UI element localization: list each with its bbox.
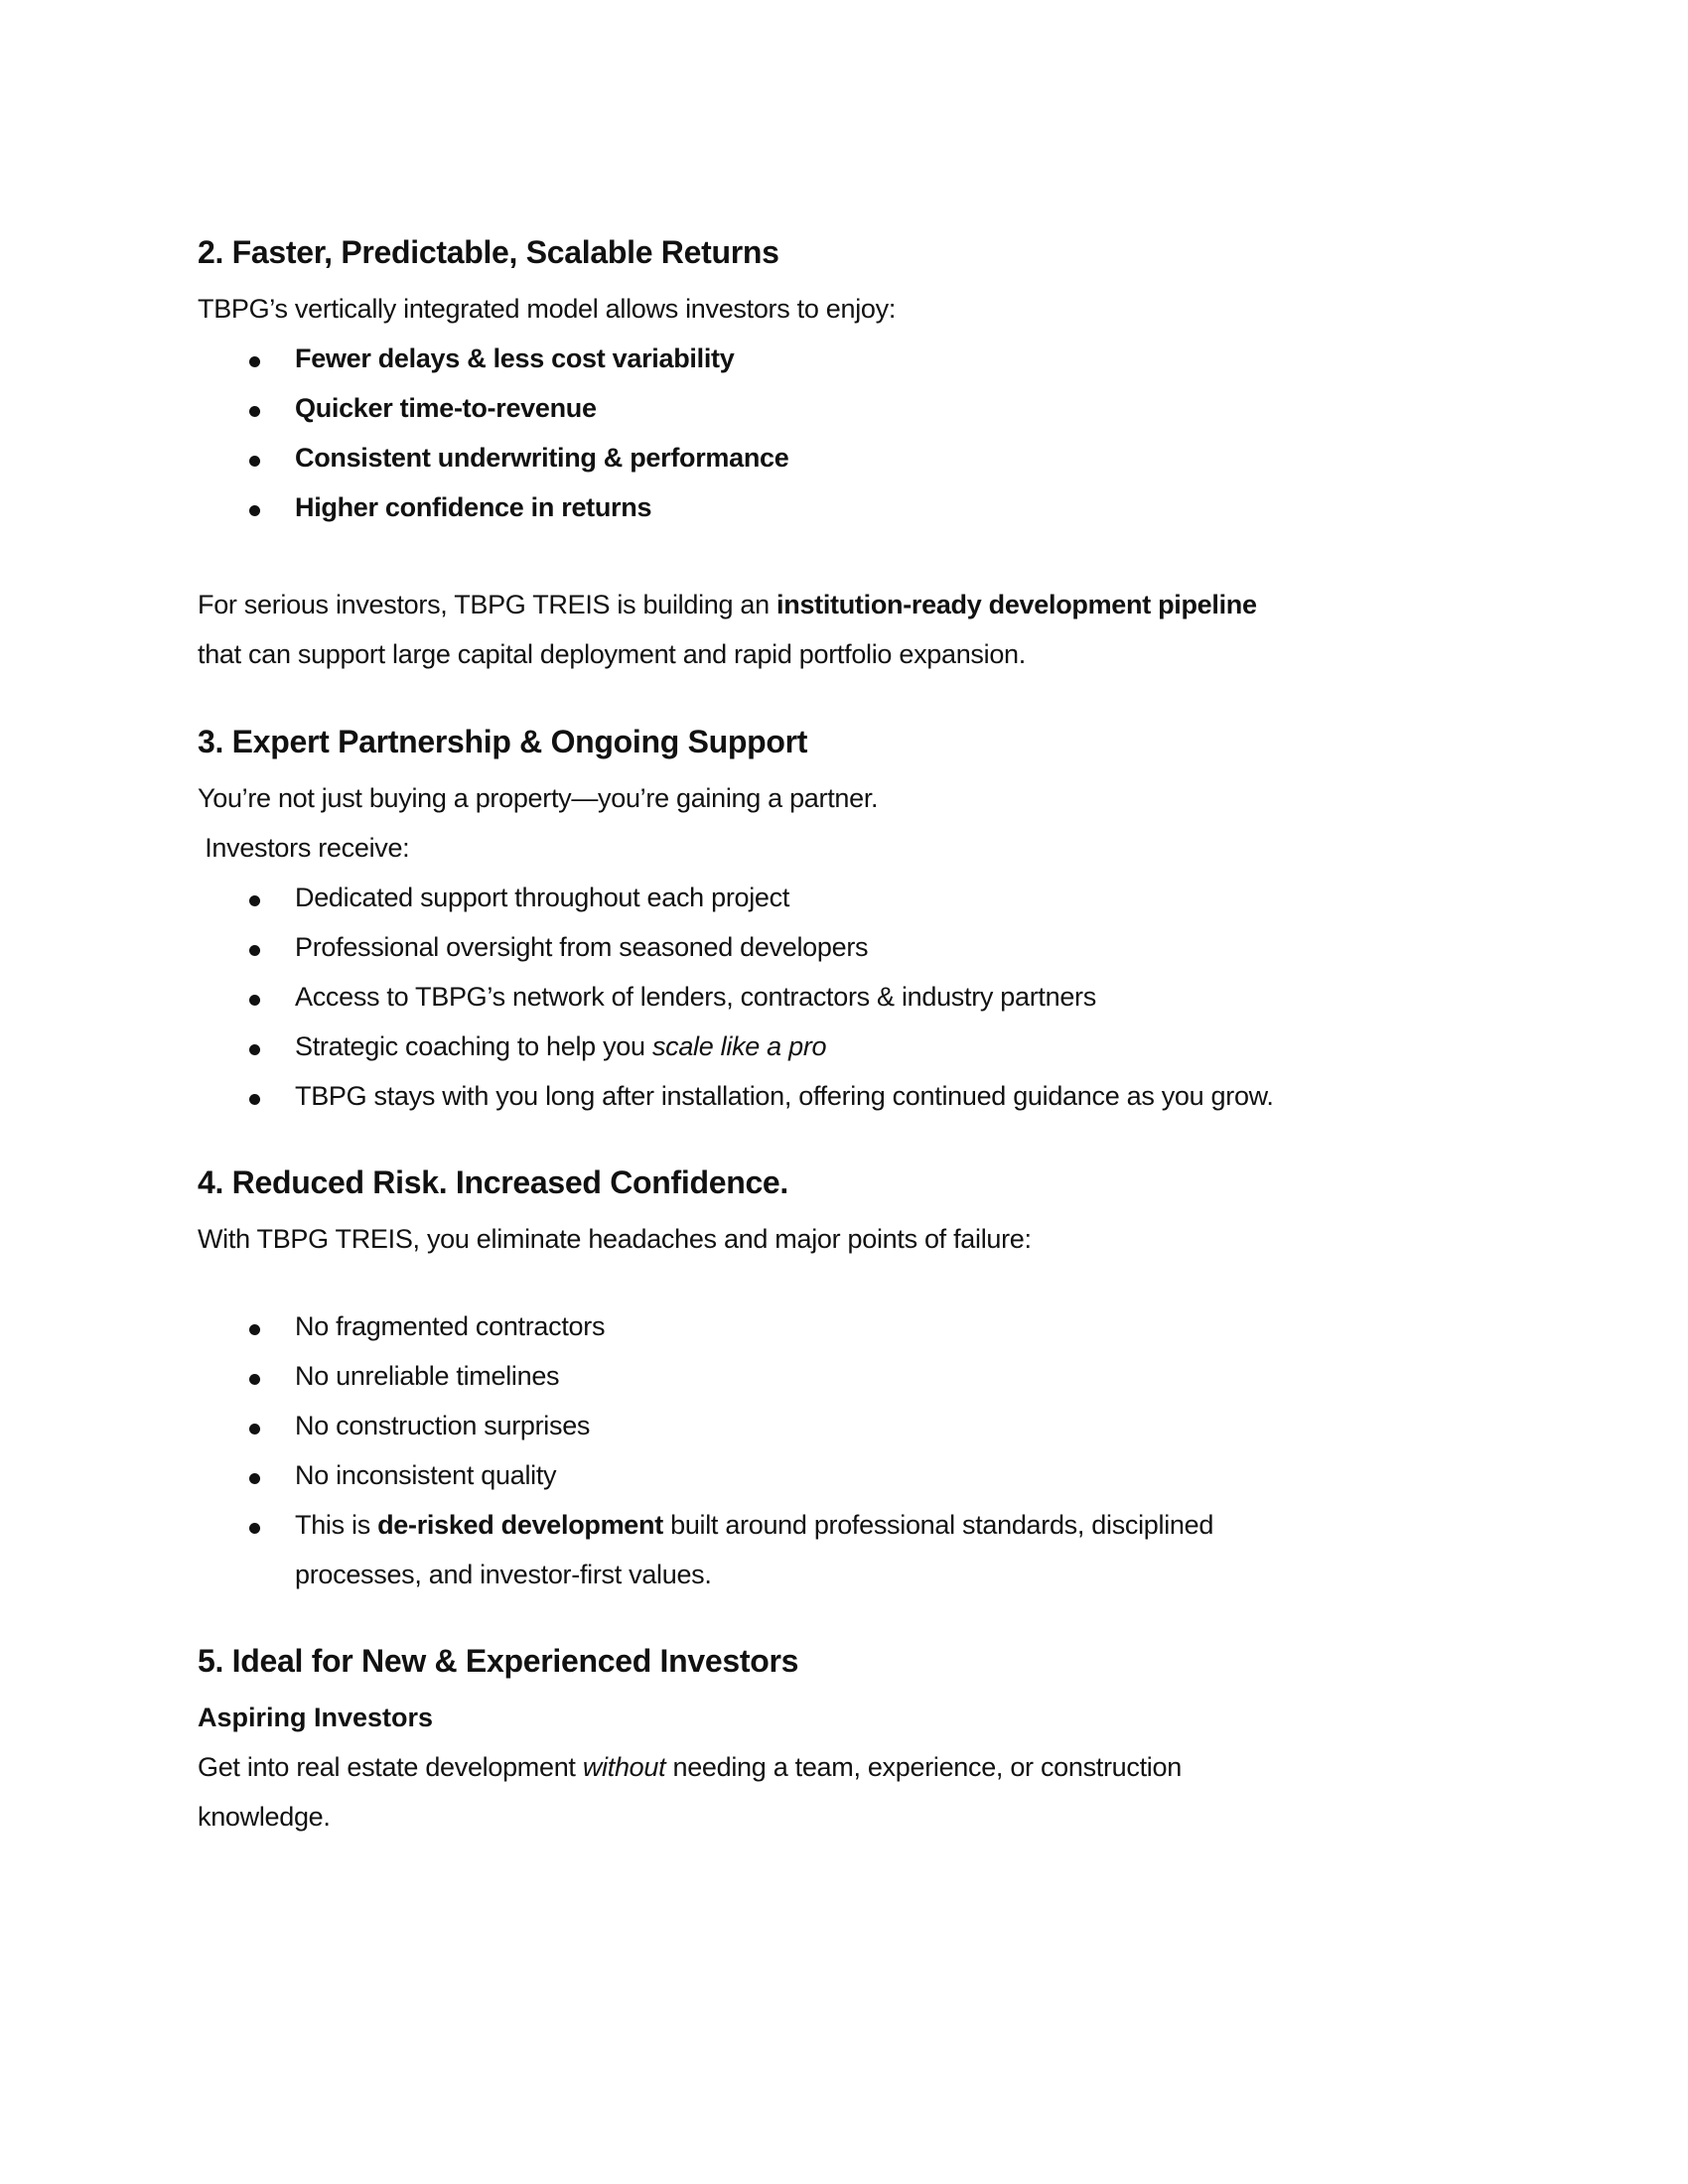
section-2-heading: 2. Faster, Predictable, Scalable Returns bbox=[198, 234, 779, 270]
section-2-paragraph-line2: that can support large capital deployment and rapid portfolio expansion. bbox=[198, 639, 1026, 669]
list-item bbox=[295, 1031, 826, 1062]
paragraph-text: needing a team, experience, or construction bbox=[665, 1752, 1182, 1782]
list-item: Quicker time-to-revenue bbox=[295, 393, 597, 423]
section-2-paragraph bbox=[198, 590, 1257, 620]
section-5-paragraph-line2: knowledge. bbox=[198, 1802, 331, 1832]
section-2-intro: TBPG’s vertically integrated model allows investors to enjoy: bbox=[198, 294, 897, 324]
paragraph-text: Get into real estate development bbox=[198, 1752, 583, 1782]
list-item: Dedicated support throughout each project bbox=[295, 883, 790, 912]
section-5-paragraph bbox=[198, 1752, 1182, 1783]
list-item: Higher confidence in returns bbox=[295, 492, 652, 522]
list-item: Access to TBPG’s network of lenders, contractors & industry partners bbox=[295, 982, 1096, 1012]
list-item: Professional oversight from seasoned developers bbox=[295, 932, 869, 962]
list-item: No construction surprises bbox=[295, 1411, 591, 1440]
section-5-heading: 5. Ideal for New & Experienced Investors bbox=[198, 1643, 799, 1679]
list-item-text: Strategic coaching to help you bbox=[295, 1031, 652, 1061]
list-item: No inconsistent quality bbox=[295, 1460, 557, 1490]
list-item-bold-text: de-risked development bbox=[377, 1510, 663, 1540]
section-4-heading: 4. Reduced Risk. Increased Confidence. bbox=[198, 1164, 789, 1200]
section-5-subheading: Aspiring Investors bbox=[198, 1703, 434, 1732]
list-item-italic-text: scale like a pro bbox=[651, 1031, 827, 1061]
paragraph-italic-text: without bbox=[582, 1752, 666, 1782]
section-3-heading: 3. Expert Partnership & Ongoing Support bbox=[198, 724, 808, 759]
paragraph-bold-text: institution-ready development pipeline bbox=[776, 590, 1257, 619]
section-3-intro-2: Investors receive: bbox=[198, 833, 410, 863]
list-item bbox=[295, 1510, 1213, 1541]
list-item-text: built around professional standards, disciplined bbox=[662, 1510, 1214, 1540]
list-item-text: This is bbox=[295, 1510, 378, 1540]
paragraph-text: For serious investors, TBPG TREIS is building an bbox=[198, 590, 777, 619]
list-item: TBPG stays with you long after installation, offering continued guidance as you grow. bbox=[295, 1081, 1274, 1111]
section-4-intro: With TBPG TREIS, you eliminate headaches and major points of failure: bbox=[198, 1224, 1032, 1254]
list-item: Fewer delays & less cost variability bbox=[295, 343, 735, 373]
list-item: No unreliable timelines bbox=[295, 1361, 560, 1391]
list-item: Consistent underwriting & performance bbox=[295, 443, 789, 473]
list-item: No fragmented contractors bbox=[295, 1311, 606, 1341]
section-3-intro: You’re not just buying a property—you’re gaining a partner. bbox=[198, 783, 879, 813]
list-item-continuation: processes, and investor-first values. bbox=[295, 1560, 712, 1589]
